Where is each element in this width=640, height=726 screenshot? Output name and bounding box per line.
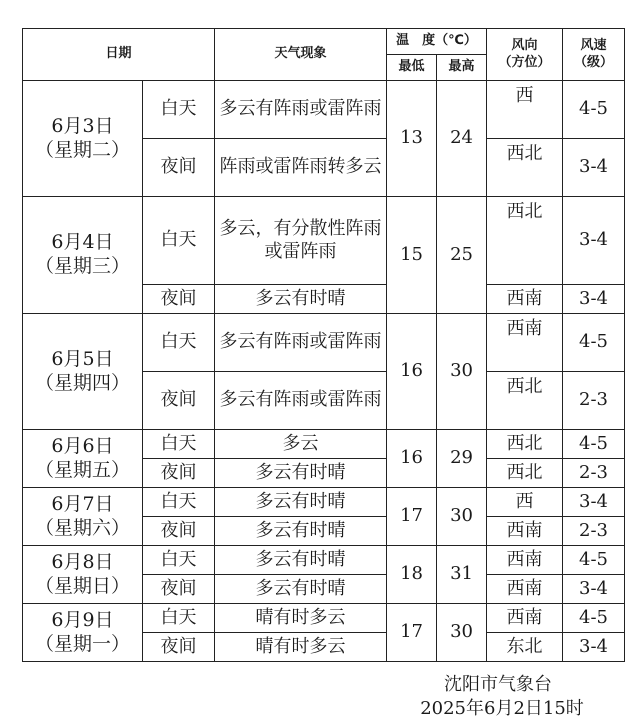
wind-speed: 4-5 [563,604,625,633]
weather-text: 多云 [215,430,387,459]
weather-text: 晴有时多云 [215,604,387,633]
period-label: 夜间 [143,459,215,488]
wind-speed: 3-4 [563,139,625,197]
wind-direction: 西北 [487,430,563,459]
date-cell: 6月8日 （星期日） [23,546,143,604]
wind-speed: 2-3 [563,517,625,546]
period-label: 夜间 [143,517,215,546]
wind-direction: 西 [487,81,563,139]
wind-direction: 西南 [487,604,563,633]
max-temp: 31 [437,546,487,604]
weather-text: 多云有时晴 [215,546,387,575]
min-temp: 15 [387,197,437,314]
period-label: 白天 [143,81,215,139]
max-temp: 24 [437,81,487,197]
header-weather: 天气现象 [215,29,387,81]
wind-direction: 东北 [487,633,563,662]
table-row [23,314,625,372]
wind-speed: 3-4 [563,285,625,314]
min-temp: 18 [387,546,437,604]
weather-text: 多云有阵雨或雷阵雨 [215,81,387,139]
issuer-name: 沈阳市气象台 [444,674,552,695]
max-temp: 30 [437,488,487,546]
min-temp: 17 [387,488,437,546]
max-temp: 25 [437,197,487,314]
period-label: 夜间 [143,633,215,662]
wind-speed: 2-3 [563,459,625,488]
wind-speed: 4-5 [563,546,625,575]
wind-direction: 西北 [487,459,563,488]
wind-speed: 4-5 [563,81,625,139]
period-label: 白天 [143,314,215,372]
max-temp: 30 [437,314,487,430]
wind-direction: 西北 [487,197,563,285]
date-cell: 6月6日 （星期五） [23,430,143,488]
table-row [23,197,625,285]
min-temp: 16 [387,314,437,430]
min-temp: 17 [387,604,437,662]
weather-text: 多云有阵雨或雷阵雨 [215,372,387,430]
table-row [23,430,625,459]
table-row [23,546,625,575]
date-cell: 6月4日 （星期三） [23,197,143,314]
wind-direction: 西南 [487,517,563,546]
wind-direction: 西北 [487,372,563,430]
min-temp: 16 [387,430,437,488]
header-date: 日期 [23,29,215,81]
max-temp: 29 [437,430,487,488]
wind-speed: 4-5 [563,430,625,459]
min-temp: 13 [387,81,437,197]
wind-direction: 西南 [487,314,563,372]
wind-speed: 4-5 [563,314,625,372]
weather-text: 多云有时晴 [215,488,387,517]
period-label: 夜间 [143,139,215,197]
date-cell: 6月9日 （星期一） [23,604,143,662]
weather-text: 多云有时晴 [215,285,387,314]
weather-text: 多云有时晴 [215,575,387,604]
weather-text: 多云有时晴 [215,459,387,488]
wind-direction: 西南 [487,546,563,575]
wind-speed: 3-4 [563,575,625,604]
date-cell: 6月3日 （星期二） [23,81,143,197]
wind-speed: 3-4 [563,197,625,285]
forecast-table [22,28,625,662]
weather-text: 晴有时多云 [215,633,387,662]
weather-text: 多云有时晴 [215,517,387,546]
period-label: 夜间 [143,372,215,430]
wind-direction: 西 [487,488,563,517]
weather-text: 阵雨或雷阵雨转多云 [215,139,387,197]
header-temperature: 温 度（℃） [387,29,487,55]
wind-speed: 3-4 [563,633,625,662]
header-wind-direction: 风向 （方位） [487,29,563,81]
period-label: 白天 [143,430,215,459]
period-label: 白天 [143,197,215,285]
table-row [23,488,625,517]
wind-direction: 西南 [487,575,563,604]
period-label: 白天 [143,604,215,633]
date-cell: 6月5日 （星期四） [23,314,143,430]
header-min-temp: 最低 [387,55,437,81]
table-row [23,81,625,139]
header-max-temp: 最高 [437,55,487,81]
header-wind-speed: 风速 （级） [563,29,625,81]
weather-text: 多云，有分散性阵雨或雷阵雨 [215,197,387,285]
period-label: 白天 [143,546,215,575]
max-temp: 30 [437,604,487,662]
issue-time: 2025年6月2日15时 [420,698,584,719]
period-label: 夜间 [143,285,215,314]
table-row [23,604,625,633]
weather-text: 多云有阵雨或雷阵雨 [215,314,387,372]
wind-speed: 2-3 [563,372,625,430]
period-label: 白天 [143,488,215,517]
date-cell: 6月7日 （星期六） [23,488,143,546]
wind-direction: 西北 [487,139,563,197]
wind-direction: 西南 [487,285,563,314]
wind-speed: 3-4 [563,488,625,517]
period-label: 夜间 [143,575,215,604]
